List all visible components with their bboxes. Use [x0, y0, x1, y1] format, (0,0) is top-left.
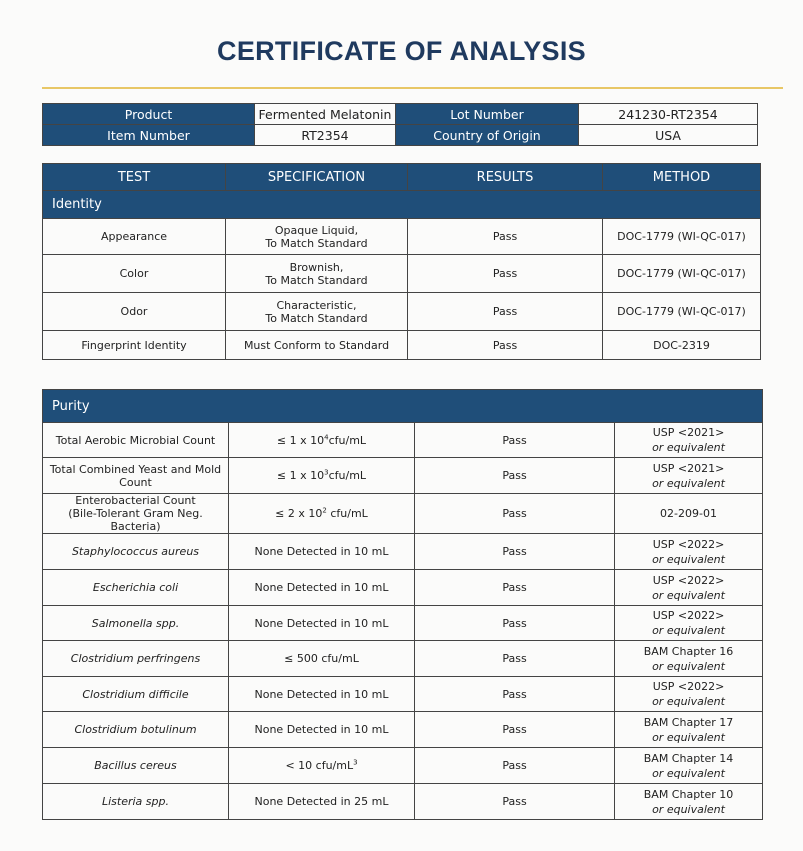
result: Pass — [415, 784, 615, 820]
specification: None Detected in 10 mL — [229, 534, 415, 570]
test-name: Clostridium perfringens — [43, 641, 229, 677]
result: Pass — [408, 331, 603, 360]
product-label: Product — [43, 104, 255, 125]
test-name: Total Aerobic Microbial Count — [43, 423, 229, 458]
lot-number-label: Lot Number — [396, 104, 579, 125]
method: USP <2022> or equivalent — [615, 677, 763, 712]
test-name: Fingerprint Identity — [43, 331, 226, 360]
product-info-table — [42, 103, 758, 146]
test-name: Appearance — [43, 219, 226, 255]
result: Pass — [408, 293, 603, 331]
test-name: Total Combined Yeast and Mold Count — [43, 458, 229, 494]
result: Pass — [408, 255, 603, 293]
title-divider — [42, 87, 783, 89]
specification: < 10 cfu/$mL^3$ — [229, 748, 415, 784]
country-of-origin-value: USA — [579, 125, 758, 146]
specification: Characteristic, To Match Standard — [226, 293, 408, 331]
purity-section-header: Purity — [43, 390, 763, 423]
identity-table — [42, 163, 761, 360]
specification: Opaque Liquid, To Match Standard — [226, 219, 408, 255]
table-row — [43, 494, 763, 534]
method: BAM Chapter 17 or equivalent — [615, 712, 763, 748]
column-header-results: RESULTS — [408, 164, 603, 191]
country-of-origin-label: Country of Origin — [396, 125, 579, 146]
table-row — [43, 712, 763, 748]
specification: ≤ 2 x $10^2$ cfu/mL — [229, 494, 415, 534]
column-header-test: TEST — [43, 164, 226, 191]
table-row — [43, 570, 763, 606]
method: 02-209-01 — [615, 494, 763, 534]
result: Pass — [415, 712, 615, 748]
result: Pass — [415, 606, 615, 641]
item-number-value: RT2354 — [255, 125, 396, 146]
identity-section-header: Identity — [43, 191, 761, 219]
test-name: Odor — [43, 293, 226, 331]
result: Pass — [415, 458, 615, 494]
table-row — [43, 606, 763, 641]
table-row — [43, 255, 761, 293]
test-name: Staphylococcus aureus — [43, 534, 229, 570]
method: DOC-1779 (WI-QC-017) — [603, 293, 761, 331]
result: Pass — [415, 748, 615, 784]
method: USP <2021> or equivalent — [615, 458, 763, 494]
page-title: CERTIFICATE OF ANALYSIS — [217, 36, 586, 66]
lot-number-value: 241230-RT2354 — [579, 104, 758, 125]
specification: ≤ 500 cfu/mL — [229, 641, 415, 677]
table-row — [43, 458, 763, 494]
method: BAM Chapter 16 or equivalent — [615, 641, 763, 677]
specification: Brownish, To Match Standard — [226, 255, 408, 293]
result: Pass — [415, 494, 615, 534]
specification: ≤ 1 x $10^4cfu/mL$ — [229, 423, 415, 458]
result: Pass — [415, 534, 615, 570]
result: Pass — [408, 219, 603, 255]
column-header-method: METHOD — [603, 164, 761, 191]
method: DOC-1779 (WI-QC-017) — [603, 219, 761, 255]
table-row — [43, 293, 761, 331]
table-row — [43, 534, 763, 570]
item-number-label: Item Number — [43, 125, 255, 146]
method: USP <2021> or equivalent — [615, 423, 763, 458]
specification: None Detected in 10 mL — [229, 570, 415, 606]
table-row — [43, 677, 763, 712]
specification: ≤ 1 x $10^3cfu/mL$ — [229, 458, 415, 494]
test-name: Escherichia coli — [43, 570, 229, 606]
result: Pass — [415, 677, 615, 712]
specification: None Detected in 10 mL — [229, 606, 415, 641]
test-name: Clostridium botulinum — [43, 712, 229, 748]
method: DOC-2319 — [603, 331, 761, 360]
method: USP <2022> or equivalent — [615, 534, 763, 570]
test-name: Clostridium difficile — [43, 677, 229, 712]
specification: None Detected in 10 mL — [229, 677, 415, 712]
method: USP <2022> or equivalent — [615, 606, 763, 641]
table-row — [43, 641, 763, 677]
test-name: Salmonella spp. — [43, 606, 229, 641]
method: BAM Chapter 10 or equivalent — [615, 784, 763, 820]
table-row — [43, 784, 763, 820]
test-name: Color — [43, 255, 226, 293]
method: BAM Chapter 14 or equivalent — [615, 748, 763, 784]
test-name: Listeria spp. — [43, 784, 229, 820]
test-name: Bacillus cereus — [43, 748, 229, 784]
specification: None Detected in 25 mL — [229, 784, 415, 820]
product-value: Fermented Melatonin — [255, 104, 396, 125]
result: Pass — [415, 641, 615, 677]
specification: Must Conform to Standard — [226, 331, 408, 360]
table-row — [43, 219, 761, 255]
table-row — [43, 748, 763, 784]
test-name: Enterobacterial Count (Bile-Tolerant Gram Neg. Bacteria) — [43, 494, 229, 534]
table-row — [43, 423, 763, 458]
method: USP <2022> or equivalent — [615, 570, 763, 606]
specification: None Detected in 10 mL — [229, 712, 415, 748]
table-row — [43, 331, 761, 360]
result: Pass — [415, 570, 615, 606]
column-header-specification: SPECIFICATION — [226, 164, 408, 191]
method: DOC-1779 (WI-QC-017) — [603, 255, 761, 293]
purity-table — [42, 389, 763, 820]
result: Pass — [415, 423, 615, 458]
